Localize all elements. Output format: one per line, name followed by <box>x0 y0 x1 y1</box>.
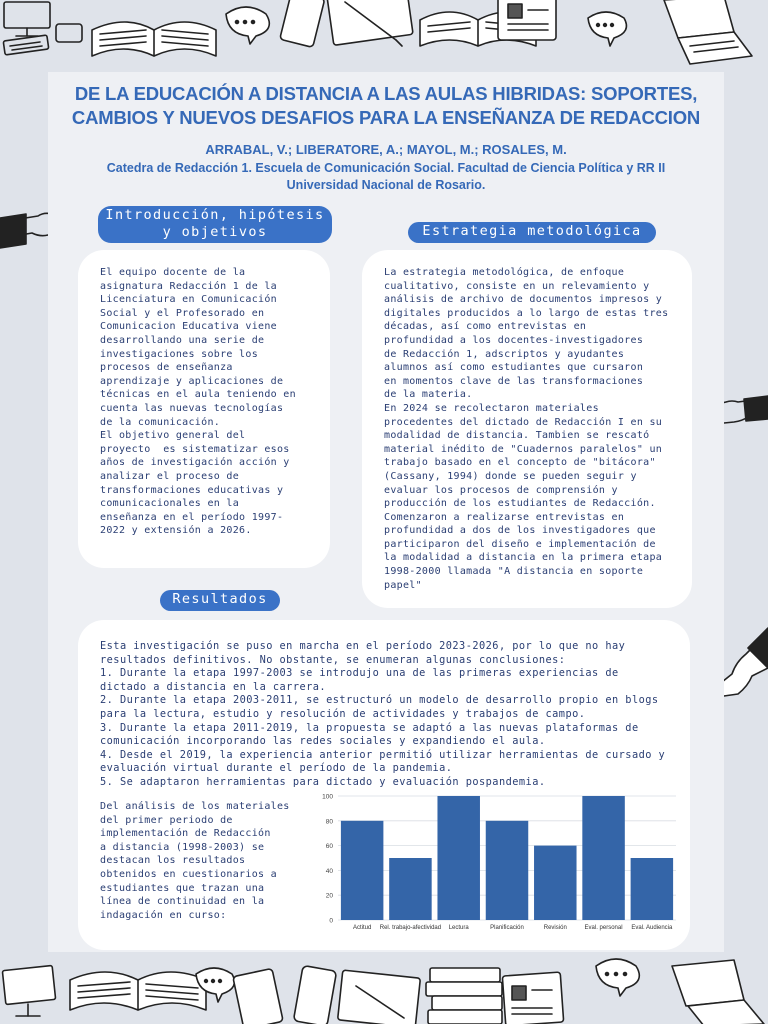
analysis-text: Del análisis de los materiales del primer periodo de implementación de Redacción a distancia (1998-2003) se destacan los resultados obtenidos en cuestionarios a estudiantes que trazan una línea de continuidad en la indagación en curso: <box>100 801 290 921</box>
book-icon <box>92 22 216 56</box>
bar-eval-personal <box>582 796 624 920</box>
monitor-icon <box>4 2 50 36</box>
x-category-label: Revisión <box>543 925 567 931</box>
x-category-label: Actitud <box>352 925 372 931</box>
speech-bubble-icon <box>596 959 639 996</box>
book-stack-icon <box>426 968 502 1024</box>
x-category-label: Eval. personal <box>584 925 623 931</box>
tablet-icon <box>280 0 325 47</box>
id-card-icon <box>498 0 556 40</box>
id-card-icon <box>502 972 563 1024</box>
notebook-icon <box>327 0 413 46</box>
title-line: DE LA EDUCACIÓN A DISTANCIA A LAS AULAS HIBRIDAS: SOPORTES, <box>74 83 698 104</box>
intro-title-line: y objetivos <box>162 224 268 240</box>
intro-title-line: Introducción, hipótesis <box>105 207 325 223</box>
y-tick-label: 0 <box>329 917 333 925</box>
intro-section-title <box>98 206 332 243</box>
open-book-icon <box>70 972 206 1010</box>
affiliation <box>48 160 724 194</box>
bar-planificación <box>486 821 528 920</box>
tablet-icon <box>233 968 283 1024</box>
bar-eval-audiencia <box>631 858 673 920</box>
intro-text: El equipo docente de la asignatura Redacción 1 de la Licenciatura en Comunicación Social y el Profesorado en Comunicacion Educativa viene desarrollando una serie de investigaciones sobre los procesos de enseñanza aprendizaje y aplicaciones de técnicas en el aula teniendo en cuenta las nuevas tecnologías de la comunicación. El objetivo general del proyecto es sistematizar esos años de investigación acción y analizar el proceso de transformaciones educativas y comunicacionales en la enseñanza en el período 1997- 2022 y extensión a 2026. <box>100 267 296 537</box>
bar-rel-trabajo-afectividad <box>389 858 431 920</box>
bar-lectura <box>437 796 479 920</box>
x-category-label: Rel. trabajo-afectividad <box>379 925 442 931</box>
results-section-title: Resultados <box>160 590 280 611</box>
affiliation-line: Universidad Nacional de Rosario. <box>286 178 486 192</box>
results-text: Esta investigación se puso en marcha en el período 2023-2026, por lo que no hay resultados definitivos. No obstante, se enumeran algunas conclusiones: 1. Durante la etapa 1997-2003 se introdujo una de las primeras experiencias de dictado a distancia en la carrera. 2. Durante la etapa 2003-2011, se estructuró un modelo de desarrollo propio en blogs para la lectura, estudio y resolución de actividades y trabajos de campo. 3. Durante la etapa 2011-2019, la propuesta se adaptó a las nuevas plataformas de comunicación incorporando las redes sociales y expandiendo el aula. 4. Desde el 2019, la experiencia anterior permitió utilizar herramientas de cursado y evaluación virtual durante el período de la pandemia. 5. Se adaptaron herramientas para dictado y evaluación pospandemia. <box>100 640 666 788</box>
x-category-label: Eval. Audiencia <box>631 925 673 931</box>
laptop-icon <box>672 960 764 1024</box>
notebook-icon <box>338 970 421 1024</box>
phone-icon <box>56 24 82 42</box>
y-tick-label: 80 <box>325 818 333 826</box>
speech-bubble-icon <box>226 7 269 44</box>
bar-actitud <box>341 821 383 920</box>
authors: ARRABAL, V.; LIBERATORE, A.; MAYOL, M.; ROSALES, M. <box>205 142 567 157</box>
y-tick-label: 60 <box>325 843 333 851</box>
x-category-label: Planificación <box>490 925 524 931</box>
page-title <box>48 82 724 130</box>
y-tick-label: 20 <box>325 892 333 900</box>
laptop-icon <box>664 0 752 64</box>
y-tick-label: 100 <box>322 793 333 801</box>
affiliation-line: Catedra de Redacción 1. Escuela de Comunicación Social. Facultad de Ciencia Política y RR II <box>106 161 666 175</box>
phone-icon <box>293 965 336 1024</box>
bar-revisión <box>534 846 576 920</box>
title-line: CAMBIOS Y NUEVOS DESAFIOS PARA LA ENSEÑANZA DE REDACCION <box>71 107 701 128</box>
keyboard-icon <box>3 35 49 55</box>
results-bar-chart <box>316 790 680 940</box>
x-category-label: Lectura <box>448 925 469 931</box>
monitor-icon <box>2 965 55 1016</box>
speech-bubble-icon <box>588 12 626 46</box>
y-tick-label: 40 <box>325 867 333 875</box>
method-text: La estrategia metodológica, de enfoque cualitativo, consiste en un relevamiento y análisis de archivo de documentos impresos y digitales producidos a lo largo de estas tres décadas, así como entrevistas en profundidad a los docentes-investigadores de Redacción 1, adscriptos y ayudantes alumnos así como estudiantes que cursaron en momentos clave de las transformaciones de la materia. En 2024 se recolectaron materiales procedentes del dictado de Redacción I en su modalidad de distancia. Tambien se rescató material inédito de "Cuadernos paralelos" un trabajo basado en el concepto de "bitácora" (Cassany, 1994) donde se pueden seguir y evaluar los procesos de comprensión y producción de los estudiantes de Redacción. Comenzaron a realizarse entrevistas en profundidad a dos de los investigadores que participaron del diseño e implementación de la modalidad a distancia en la primera etapa 1998-2000 llamada "A distancia en soporte papel" <box>384 267 669 591</box>
method-section-title: Estrategia metodológica <box>408 222 656 243</box>
